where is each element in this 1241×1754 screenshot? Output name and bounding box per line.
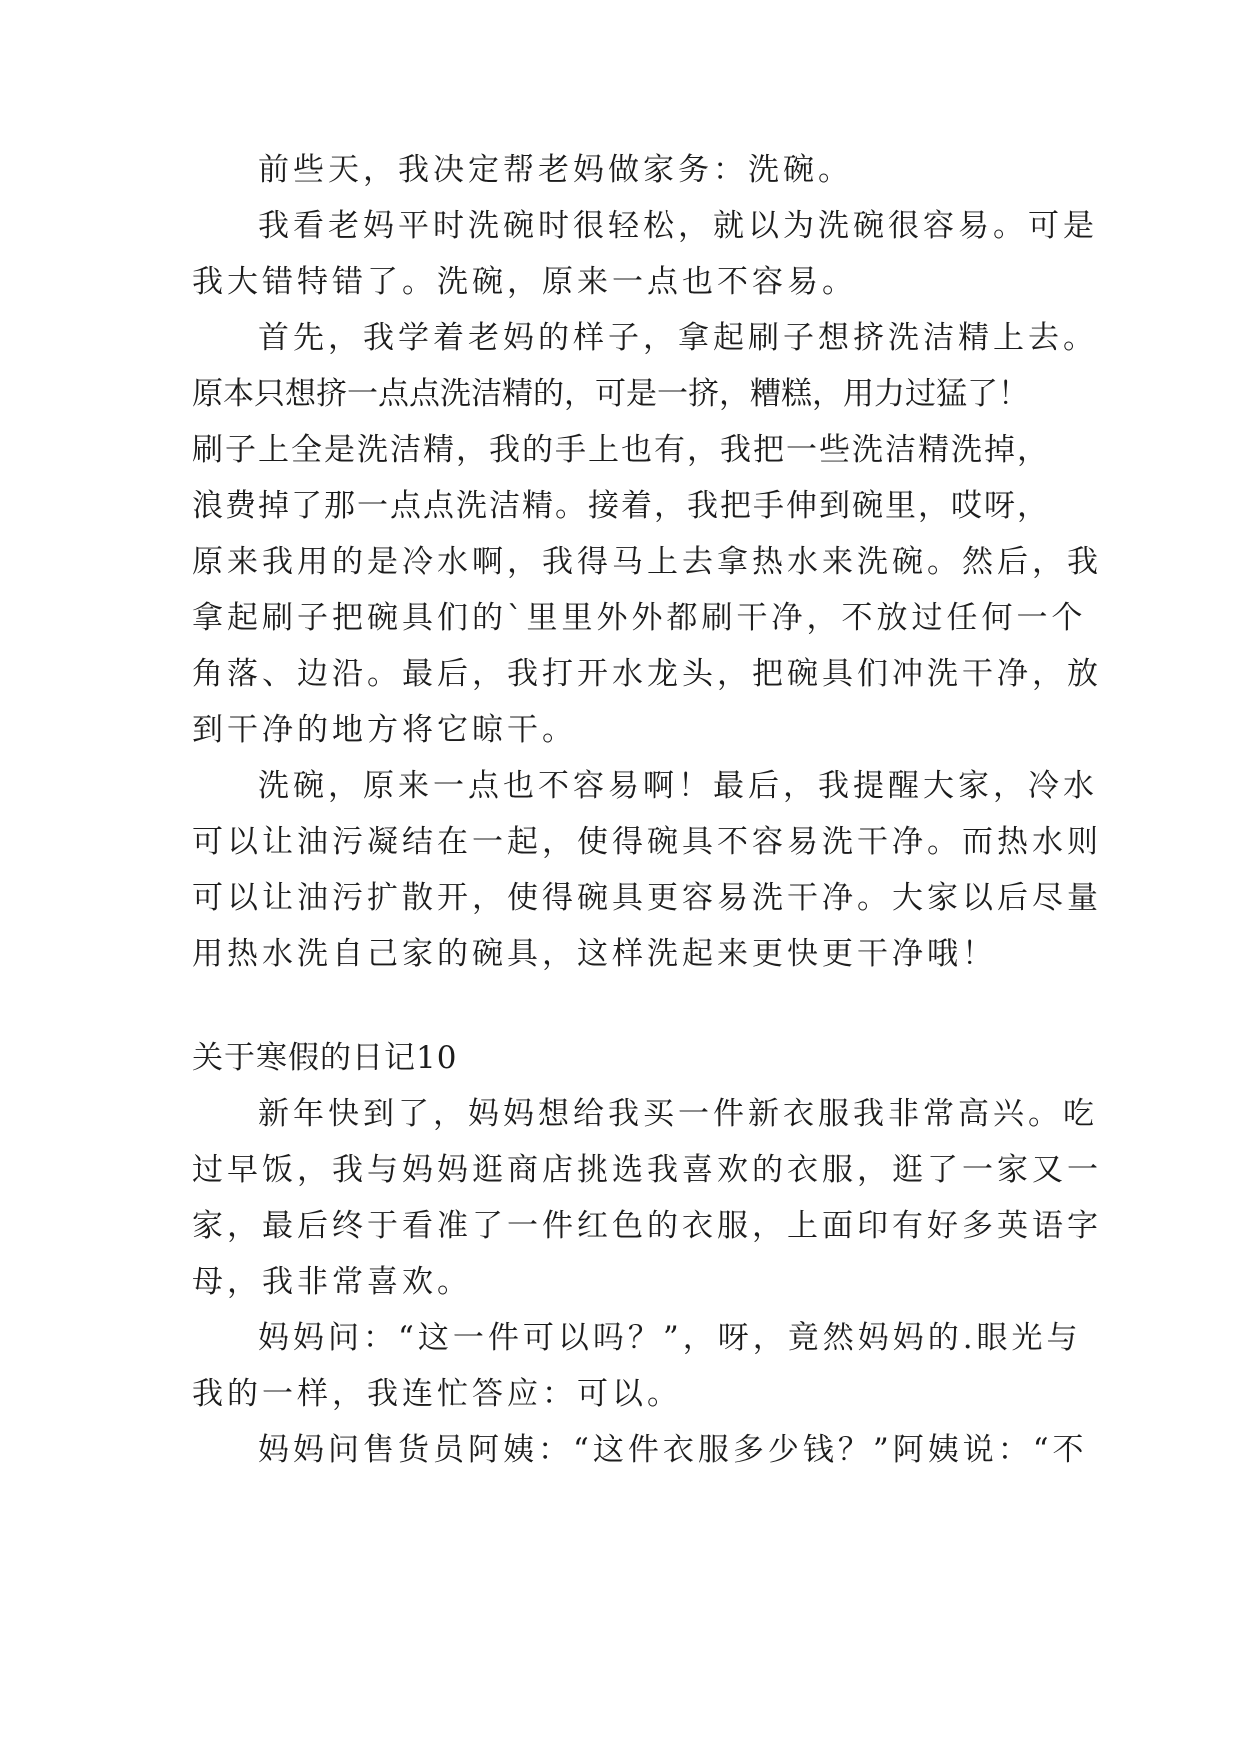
paragraph-line: 我看老妈平时洗碗时很轻松，就以为洗碗很容易。可是 bbox=[258, 208, 1098, 244]
paragraph-line: 拿起刷子把碗具们的`里里外外都刷干净，不放过任何一个 bbox=[192, 600, 1087, 636]
paragraph-line: 过早饭，我与妈妈逛商店挑选我喜欢的衣服，逛了一家又一 bbox=[192, 1152, 1102, 1188]
paragraph-line: 可以让油污扩散开，使得碗具更容易洗干净。大家以后尽量 bbox=[192, 880, 1102, 916]
paragraph-line: 浪费掉了那一点点洗洁精。接着，我把手伸到碗里，哎呀， bbox=[192, 488, 1050, 524]
paragraph-line: 用热水洗自己家的碗具，这样洗起来更快更干净哦！ bbox=[192, 936, 997, 972]
paragraph-line: 母，我非常喜欢。 bbox=[192, 1264, 472, 1300]
paragraph-line: 到干净的地方将它晾干。 bbox=[192, 712, 577, 748]
paragraph-line: 原来我用的是冷水啊，我得马上去拿热水来洗碗。然后，我 bbox=[192, 544, 1102, 580]
paragraph-line: 原本只想挤一点点洗洁精的，可是一挤，糟糕，用力过猛了！ bbox=[192, 376, 1029, 412]
paragraph-line: 可以让油污凝结在一起，使得碗具不容易洗干净。而热水则 bbox=[192, 824, 1102, 860]
paragraph-line: 我的一样，我连忙答应：可以。 bbox=[192, 1376, 682, 1412]
paragraph-line: 我大错特错了。洗碗，原来一点也不容易。 bbox=[192, 264, 857, 300]
paragraph-line: 首先，我学着老妈的样子，拿起刷子想挤洗洁精上去。 bbox=[258, 320, 1098, 356]
paragraph-line: 前些天，我决定帮老妈做家务：洗碗。 bbox=[258, 152, 853, 188]
paragraph-line: 妈妈问售货员阿姨：“这件衣服多少钱？”阿姨说：“不 bbox=[258, 1432, 1088, 1468]
paragraph-line: 家，最后终于看准了一件红色的衣服，上面印有好多英语字 bbox=[192, 1208, 1102, 1244]
paragraph-line: 妈妈问：“这一件可以吗？”，呀，竟然妈妈的.眼光与 bbox=[258, 1320, 1082, 1356]
paragraph-line: 刷子上全是洗洁精，我的手上也有，我把一些洗洁精洗掉， bbox=[192, 432, 1050, 468]
paragraph-line: 新年快到了，妈妈想给我买一件新衣服我非常高兴。吃 bbox=[258, 1096, 1098, 1132]
section-heading: 关于寒假的日记10 bbox=[192, 1040, 458, 1076]
paragraph-line: 洗碗，原来一点也不容易啊！最后，我提醒大家，冷水 bbox=[258, 768, 1098, 804]
paragraph-line: 角落、边沿。最后，我打开水龙头，把碗具们冲洗干净，放 bbox=[192, 656, 1102, 692]
